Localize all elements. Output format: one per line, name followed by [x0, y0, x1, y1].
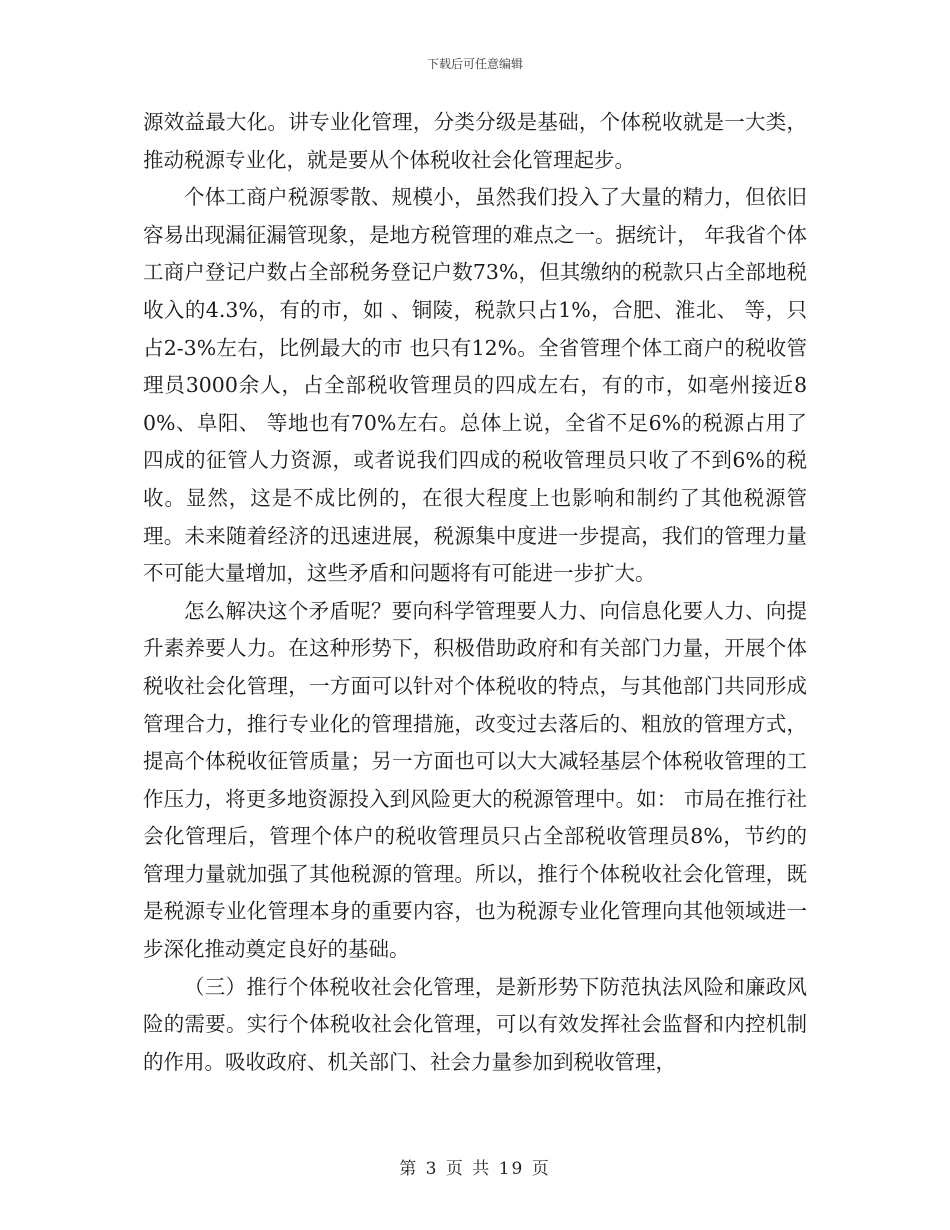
paragraph-1: 源效益最大化。讲专业化管理，分类分级是基础，个体税收就是一大类，推动税源专业化，就是要从个体税收社会化管理起步。 [143, 110, 807, 172]
document-body [143, 104, 807, 1081]
page-number: 第 3 页 共 19 页 [399, 1159, 551, 1179]
page-header [0, 55, 950, 72]
header-note: 下载后可任意编辑 [426, 57, 523, 71]
page-footer [0, 1154, 950, 1179]
paragraph-2: 个体工商户税源零散、规模小，虽然我们投入了大量的精力，但依旧容易出现漏征漏管现象，是地方税管理的难点之一。据统计， 年我省个体工商户登记户数占全部税务登记户数73%，但其缴纳的税款只占全部地税收入的4.3%，有的市，如 、铜陵，税款只占1%，合肥、淮北、 等，只占2-3%左右，比例最大的市 也只有12%。全省管理个体工商户的税收管理员3000余人，占全部税收管理员的四成左右，有的市，如亳州接近80%、阜阳、 等地也有70%左右。总体上说，全省不足6%的税源占用了四成的征管人力资源，或者说我们四成的税收管理员只收了不到6%的税收。显然，这是不成比例的，在很大程度上也影响和制约了其他税源管理。未来随着经济的迅速进展，税源集中度进一步提高，我们的管理力量不可能大量增加，这些矛盾和问题将有可能进一步扩大。 [143, 185, 807, 586]
paragraph-3: 怎么解决这个矛盾呢？要向科学管理要人力、向信息化要人力、向提升素养要人力。在这种形势下，积极借助政府和有关部门力量，开展个体税收社会化管理，一方面可以针对个体税收的特点，与其他部门共同形成管理合力，推行专业化的管理措施，改变过去落后的、粗放的管理方式，提高个体税收征管质量；另一方面也可以大大减轻基层个体税收管理的工作压力，将更多地资源投入到风险更大的税源管理中。如： 市局在推行社会化管理后，管理个体户的税收管理员只占全部税收管理员8%，节约的管理力量就加强了其他税源的管理。所以，推行个体税收社会化管理，既是税源专业化管理本身的重要内容，也为税源专业化管理向其他领域进一步深化推动奠定良好的基础。 [143, 598, 807, 962]
paragraph-4: （三）推行个体税收社会化管理，是新形势下防范执法风险和廉政风险的需要。实行个体税收社会化管理，可以有效发挥社会监督和内控机制的作用。吸收政府、机关部门、社会力量参加到税收管理， [143, 974, 807, 1074]
